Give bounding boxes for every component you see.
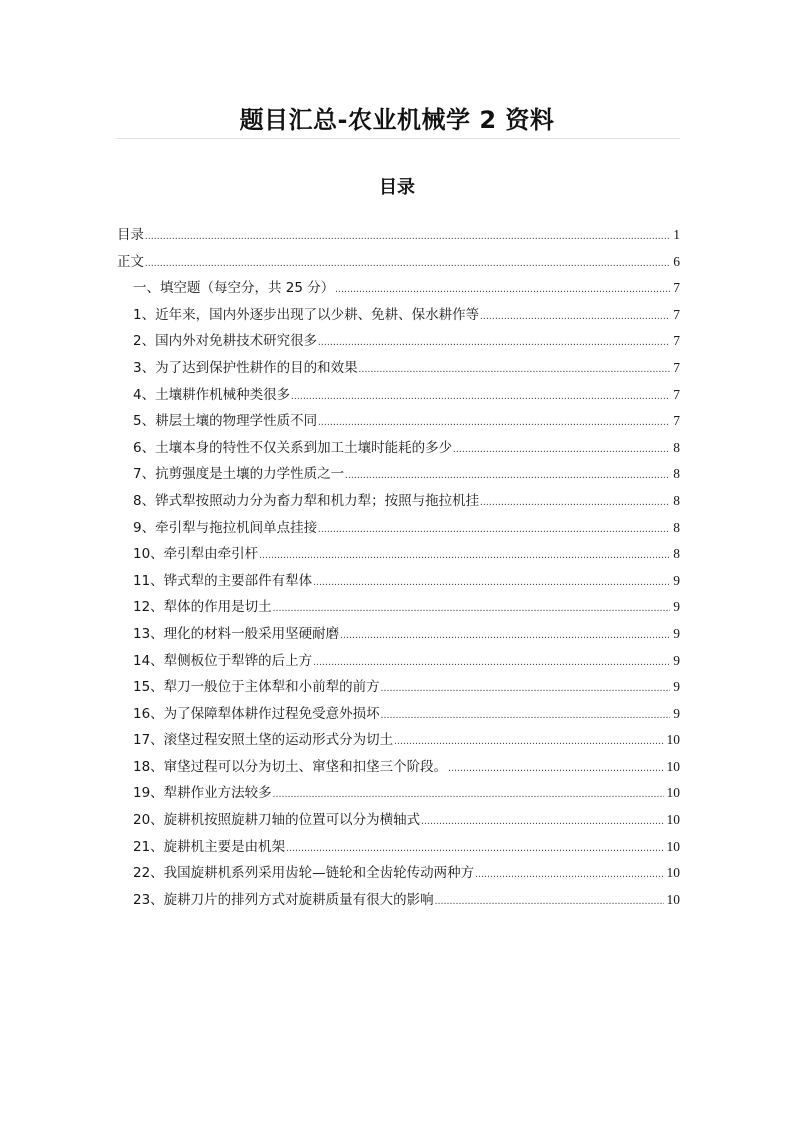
toc-page-number: 7: [673, 280, 680, 296]
toc-entry-label: 6、土壤本身的特性不仅关系到加工土壤时能耗的多少: [133, 439, 453, 456]
toc-entry[interactable]: [117, 275, 680, 302]
toc-page-number: 7: [673, 413, 680, 429]
toc-dot-leader: [435, 888, 664, 915]
toc-entry-label: 8、铧式犁按照动力分为畜力犁和机力犁；按照与拖拉机挂: [133, 492, 480, 509]
toc-page-number: 9: [673, 679, 680, 695]
toc-entry-label: 正文: [117, 253, 144, 270]
toc-page-number: 8: [673, 439, 680, 455]
toc-entry-label: 23、旋耕刀片的排列方式对旋耕质量有很大的影响: [133, 891, 434, 908]
toc-dot-leader: [145, 223, 670, 250]
toc-page-number: 8: [673, 519, 680, 535]
toc-entry[interactable]: [117, 461, 680, 488]
toc-entry[interactable]: [117, 408, 680, 435]
toc-page-number: 7: [673, 359, 680, 375]
toc-entry[interactable]: [117, 541, 680, 568]
toc-dot-leader: [359, 356, 671, 383]
toc-entry[interactable]: [117, 887, 680, 914]
toc-entry-label: 18、窜垡过程可以分为切土、窜垡和扣垡三个阶段。: [133, 758, 448, 775]
toc-page-number: 10: [666, 865, 680, 881]
toc-entry-label: 12、犁体的作用是切土: [133, 599, 272, 616]
toc-page-number: 9: [673, 599, 680, 615]
toc-page-number: 7: [673, 306, 680, 322]
toc-entry[interactable]: [117, 594, 680, 621]
toc-entry-label: 7、抗剪强度是土壤的力学性质之一: [133, 466, 345, 483]
toc-dot-leader: [291, 383, 670, 410]
toc-page-number: 10: [666, 732, 680, 748]
toc-dot-leader: [345, 462, 670, 489]
toc-entry[interactable]: [117, 701, 680, 728]
toc-entry-label: 4、土壤耕作机械种类很多: [133, 386, 291, 403]
toc-page-number: 10: [666, 758, 680, 774]
toc-page-number: 8: [673, 492, 680, 508]
toc-entry[interactable]: [117, 568, 680, 595]
toc-entry-label: 一、填空题（每空分，共 25 分）: [133, 280, 335, 297]
toc-entry[interactable]: [117, 674, 680, 701]
toc-entry-label: 1、近年来，国内外逐步出现了以少耕、免耕、保水耕作等: [133, 306, 480, 323]
toc-entry-label: 9、牵引犁与拖拉机间单点挂接: [133, 519, 318, 536]
toc-dot-leader: [381, 702, 671, 729]
toc-page-number: 8: [673, 546, 680, 562]
toc-page-number: 10: [666, 891, 680, 907]
toc-page-number: 10: [666, 785, 680, 801]
toc-dot-leader: [259, 542, 670, 569]
toc-entry-label: 20、旋耕机按照旋耕刀轴的位置可以分为横轴式: [133, 812, 421, 829]
toc-dot-leader: [286, 835, 663, 862]
toc-page-number: 7: [673, 386, 680, 402]
toc-entry-label: 13、理化的材料一般采用坚硬耐磨: [133, 625, 340, 642]
toc-dot-leader: [448, 755, 663, 782]
toc-entry[interactable]: [117, 249, 680, 276]
toc-dot-leader: [394, 728, 663, 755]
toc-entry-label: 15、犁刀一般位于主体犁和小前犁的前方: [133, 679, 380, 696]
toc-dot-leader: [273, 595, 671, 622]
toc-page-number: 10: [666, 838, 680, 854]
toc-dot-leader: [318, 409, 670, 436]
toc-entry[interactable]: [117, 621, 680, 648]
table-of-contents: [117, 222, 680, 913]
toc-dot-leader: [313, 649, 670, 676]
toc-entry-label: 22、我国旋耕机系列采用齿轮—链轮和全齿轮传动两种方: [133, 865, 475, 882]
toc-entry[interactable]: [117, 860, 680, 887]
toc-dot-leader: [313, 569, 670, 596]
toc-entry-label: 19、犁耕作业方法较多: [133, 785, 272, 802]
toc-entry-label: 21、旋耕机主要是由机架: [133, 838, 286, 855]
toc-heading: 目录: [379, 177, 415, 198]
toc-page-number: 1: [673, 227, 680, 242]
toc-page-number: 9: [673, 572, 680, 588]
toc-dot-leader: [335, 276, 670, 303]
toc-entry[interactable]: [117, 648, 680, 675]
toc-entry[interactable]: [117, 222, 680, 249]
toc-page-number: 10: [666, 812, 680, 828]
toc-entry[interactable]: [117, 328, 680, 355]
toc-dot-leader: [318, 516, 670, 543]
toc-entry[interactable]: [117, 515, 680, 542]
toc-entry-label: 14、犁侧板位于犁铧的后上方: [133, 652, 313, 669]
toc-entry[interactable]: [117, 834, 680, 861]
toc-entry[interactable]: [117, 382, 680, 409]
toc-dot-leader: [475, 861, 663, 888]
toc-entry[interactable]: [117, 754, 680, 781]
toc-entry[interactable]: [117, 435, 680, 462]
toc-entry[interactable]: [117, 727, 680, 754]
toc-dot-leader: [340, 622, 670, 649]
toc-entry-label: 11、铧式犁的主要部件有犁体: [133, 572, 313, 589]
toc-dot-leader: [421, 808, 663, 835]
toc-entry-label: 16、为了保障犁体耕作过程免受意外损坏: [133, 705, 380, 722]
toc-dot-leader: [480, 303, 670, 330]
toc-page-number: 9: [673, 625, 680, 641]
toc-dot-leader: [273, 781, 664, 808]
toc-entry[interactable]: [117, 302, 680, 329]
toc-dot-leader: [145, 250, 670, 277]
toc-entry[interactable]: [117, 355, 680, 382]
title-divider: [116, 138, 680, 139]
toc-entry-label: 2、国内外对免耕技术研究很多: [133, 333, 318, 350]
toc-entry-label: 3、为了达到保护性耕作的目的和效果: [133, 359, 358, 376]
toc-entry-label: 目录: [117, 227, 144, 243]
toc-page-number: 7: [673, 333, 680, 349]
toc-page-number: 9: [673, 652, 680, 668]
toc-entry-label: 5、耕层土壤的物理学性质不同: [133, 413, 318, 430]
document-title: 题目汇总-农业机械学 2 资料: [239, 106, 555, 134]
toc-page-number: 9: [673, 705, 680, 721]
toc-page-number: 6: [673, 253, 680, 269]
toc-dot-leader: [480, 489, 670, 516]
toc-entry[interactable]: [117, 780, 680, 807]
toc-entry-label: 10、牵引犁由牵引杆: [133, 546, 259, 563]
toc-dot-leader: [453, 436, 670, 463]
toc-entry[interactable]: [117, 488, 680, 515]
toc-page-number: 8: [673, 466, 680, 482]
toc-dot-leader: [381, 675, 671, 702]
toc-dot-leader: [318, 329, 670, 356]
toc-entry[interactable]: [117, 807, 680, 834]
toc-entry-label: 17、滚垡过程安照土垡的运动形式分为切土: [133, 732, 394, 749]
